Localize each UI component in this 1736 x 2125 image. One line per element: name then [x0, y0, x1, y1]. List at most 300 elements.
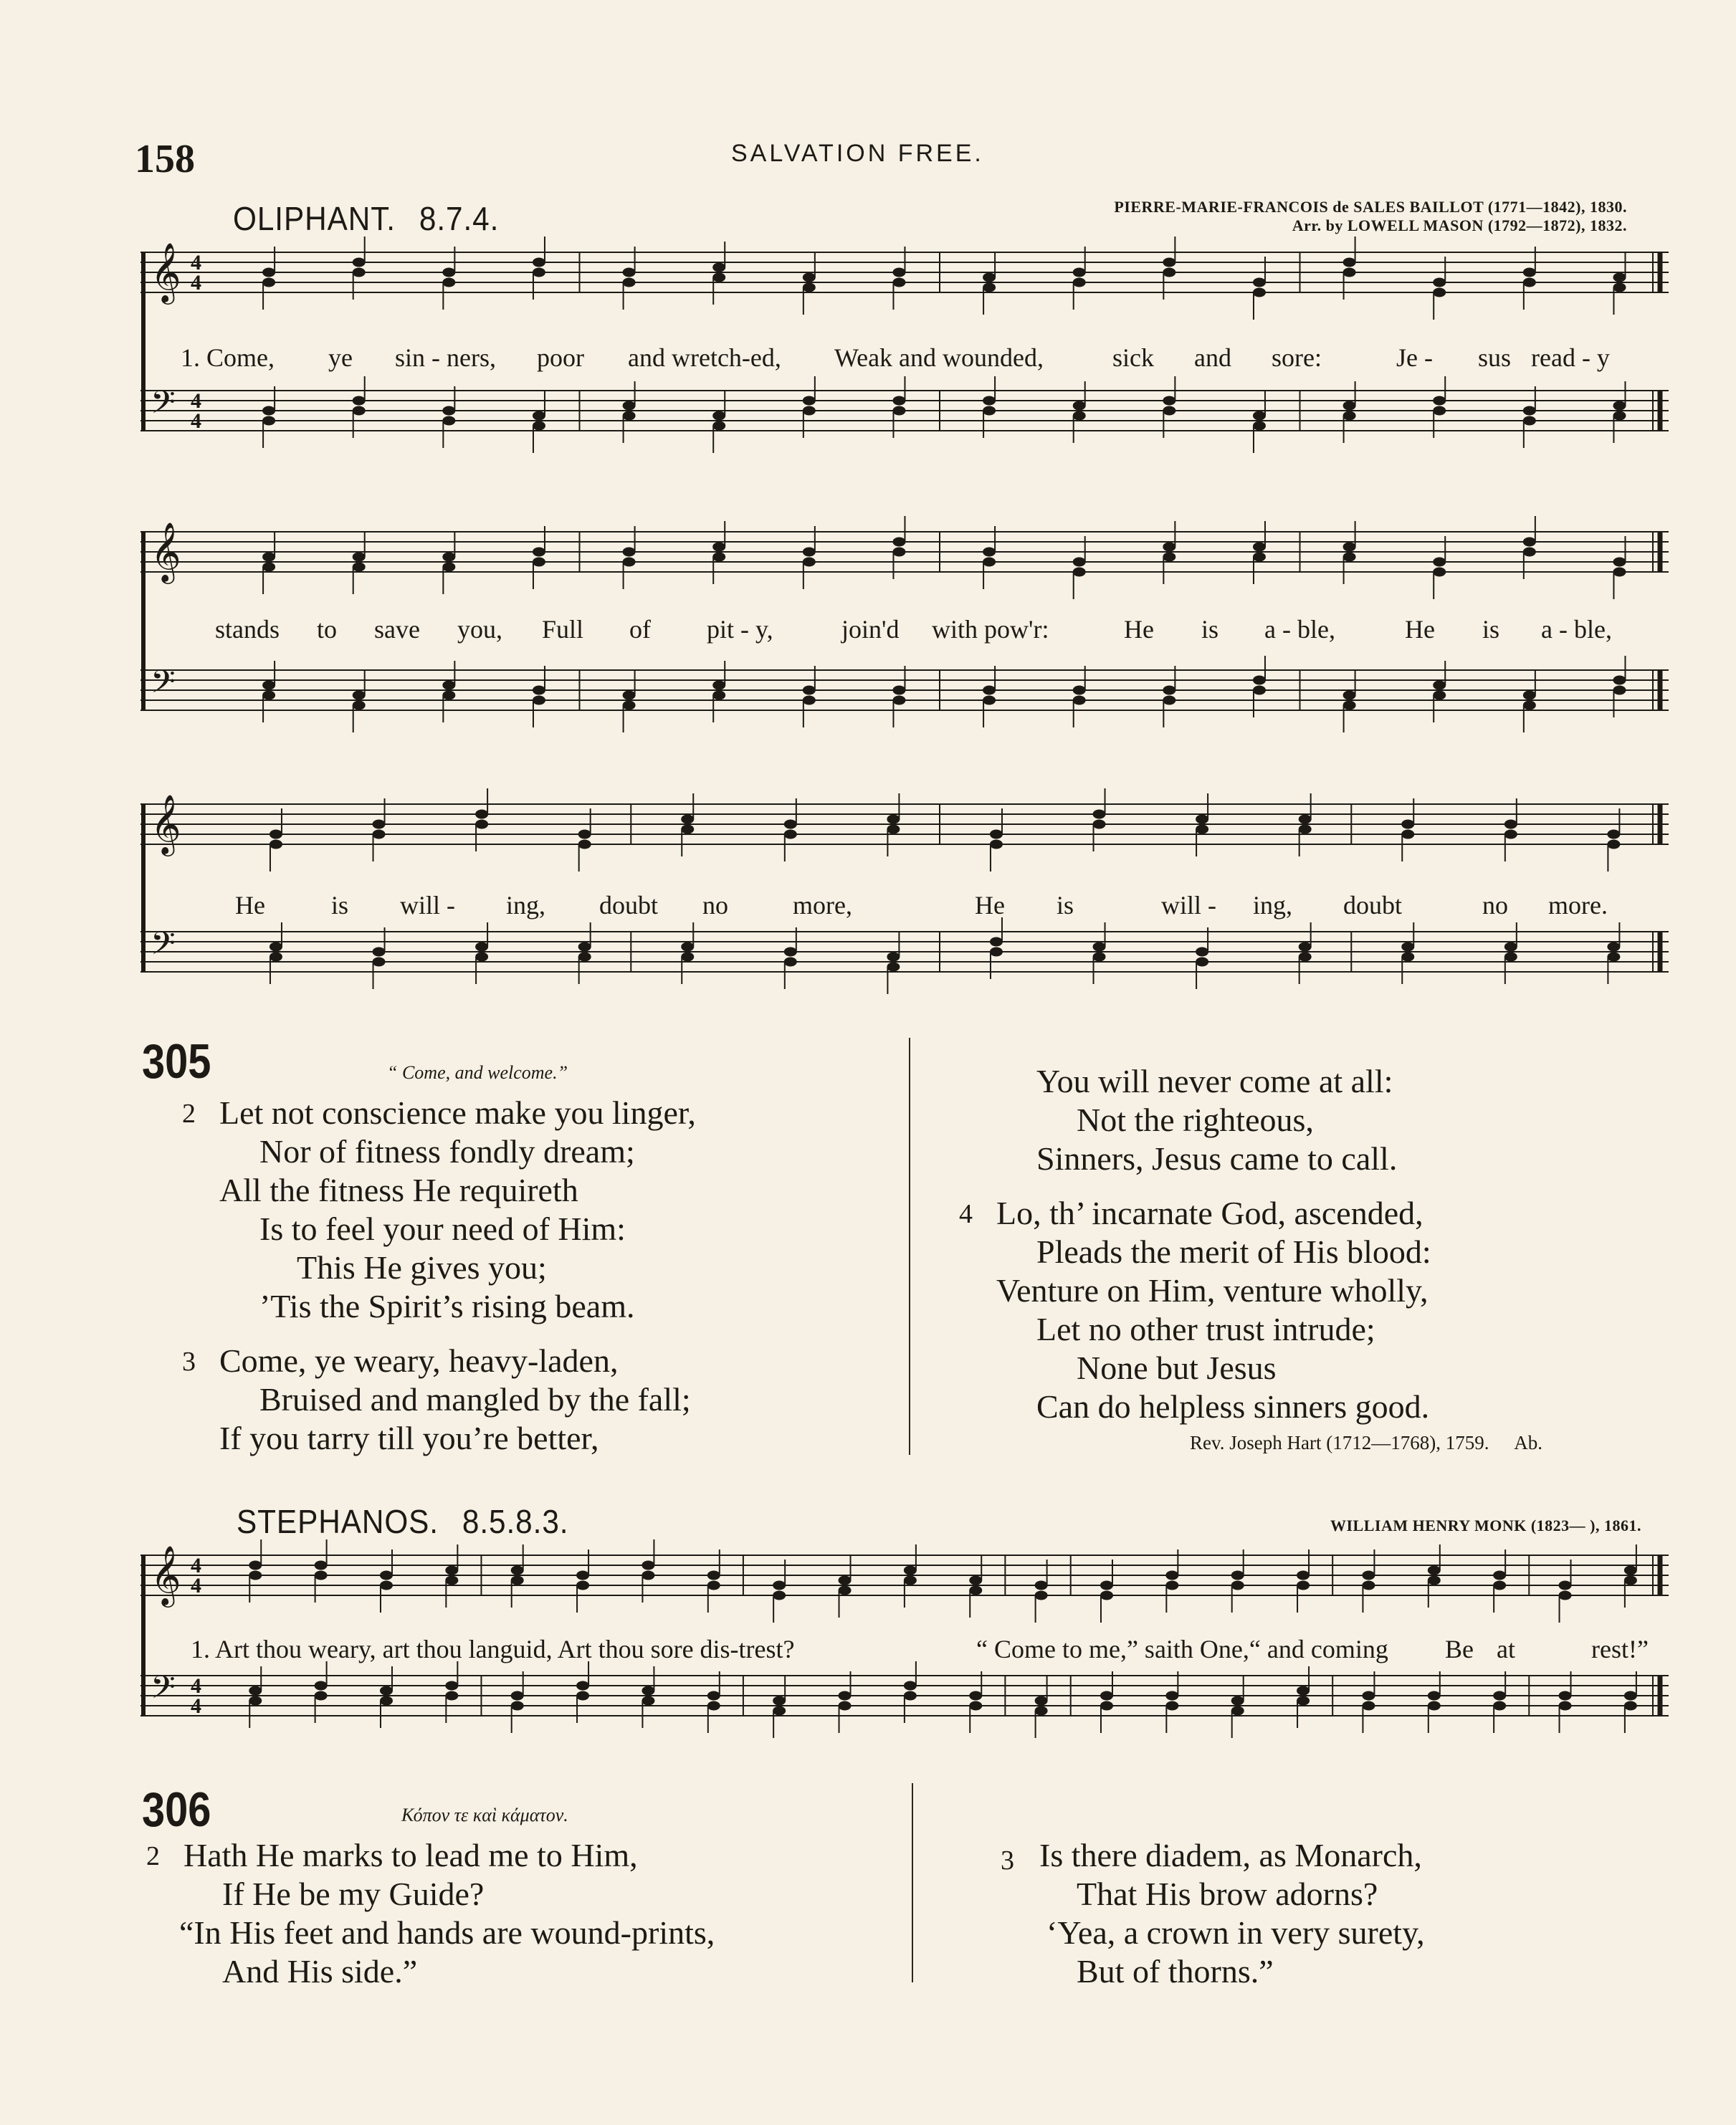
time-signature: 4: [191, 251, 201, 274]
note-head: [1100, 1701, 1113, 1711]
note-head: [578, 840, 591, 849]
tune1-credit: [1114, 198, 1627, 235]
note-head: [983, 548, 996, 557]
note-head: [803, 558, 816, 567]
time-signature: 4: [191, 389, 201, 413]
note-head: [511, 1701, 524, 1711]
verse-line: Sinners, Jesus came to call.: [1036, 1140, 1398, 1177]
note-head: [1253, 278, 1266, 287]
note-head: [1253, 288, 1266, 297]
note-head: [1433, 691, 1446, 700]
note-head: [1299, 815, 1312, 824]
verse-number: 3: [182, 1347, 196, 1377]
tune-name: STEPHANOS.: [237, 1503, 439, 1540]
verse-line: You will never come at all:: [1036, 1063, 1393, 1099]
note-head: [1253, 421, 1266, 431]
note-head: [353, 268, 366, 277]
tune-meter: 8.5.8.3.: [462, 1503, 569, 1540]
note-head: [712, 421, 725, 431]
verse-line: “In His feet and hands are wound-prints,: [179, 1914, 715, 1951]
note-head: [1559, 1691, 1572, 1701]
note-head: [315, 1571, 328, 1580]
note-head: [1343, 691, 1356, 700]
verse-line: All the fitness He requireth: [219, 1172, 578, 1208]
lyric-syllable: Je -: [1396, 343, 1433, 372]
lyric-line-3: [140, 890, 1669, 922]
verse-line: That His brow adorns?: [1077, 1876, 1378, 1912]
note-head: [1093, 942, 1106, 952]
note-head: [1401, 942, 1414, 952]
lyric-syllable: sore:: [1272, 343, 1322, 372]
tune-name: OLIPHANT.: [233, 200, 396, 237]
note-head: [270, 840, 282, 849]
note-head: [1613, 283, 1626, 292]
note-head: [1073, 411, 1086, 421]
lyric-syllable: read - y: [1531, 343, 1610, 372]
note-head: [353, 406, 366, 416]
lyric-syllable: sus: [1478, 343, 1512, 372]
note-head: [1253, 553, 1266, 562]
note-head: [1231, 1706, 1244, 1716]
note-head: [1343, 268, 1356, 277]
lyric-syllable: 1. Come,: [181, 343, 275, 372]
note-head: [1428, 1691, 1441, 1701]
note-head: [1607, 942, 1620, 952]
arranger-credit: Arr. by LOWELL MASON (1792—1872), 1832.: [1292, 216, 1627, 234]
note-head: [475, 952, 488, 962]
note-head: [892, 278, 905, 287]
note-head: [1073, 558, 1086, 567]
lyric-syllable: save: [374, 615, 420, 644]
note-head: [983, 558, 996, 567]
note-head: [1433, 396, 1446, 406]
lyric-syllable: join'd: [841, 615, 900, 644]
lyric-syllable: is: [1057, 891, 1074, 920]
lyric-syllable: a - ble,: [1541, 615, 1612, 644]
note-head: [1163, 543, 1175, 552]
note-head: [353, 563, 366, 572]
tune-name-oliphant: [233, 199, 499, 238]
note-head: [380, 1581, 393, 1590]
note-head: [1165, 1691, 1178, 1701]
note-head: [249, 1561, 262, 1570]
note-head: [712, 273, 725, 282]
note-head: [1493, 1691, 1506, 1701]
verse-line: But of thorns.”: [1077, 1953, 1274, 1990]
lyric-syllable: He: [1405, 615, 1435, 644]
note-head: [1093, 810, 1106, 819]
lyric-line-2: [140, 614, 1669, 646]
note-head: [442, 278, 455, 287]
treble-clef: 𝄞: [151, 521, 181, 581]
column-divider: [909, 1038, 910, 1455]
hymn-number: 305: [142, 1034, 211, 1089]
note-head: [353, 701, 366, 710]
note-head: [1433, 681, 1446, 690]
note-head: [803, 406, 816, 416]
note-head: [1297, 1686, 1310, 1696]
lyric-syllable: you,: [457, 615, 502, 644]
note-head: [576, 1571, 589, 1580]
lyric-syllable: stands: [215, 615, 280, 644]
note-head: [442, 681, 455, 690]
note-head: [1073, 568, 1086, 577]
note-head: [262, 278, 275, 287]
lyric-syllable: and: [1194, 343, 1231, 372]
note-head: [475, 942, 488, 952]
note-head: [1433, 558, 1446, 567]
note-head: [839, 1701, 852, 1711]
note-head: [623, 548, 636, 557]
note-head: [576, 1681, 589, 1691]
note-head: [1297, 1581, 1310, 1590]
note-head: [1523, 406, 1536, 416]
hymn-subtitle: “ Come, and welcome.”: [387, 1062, 568, 1083]
verse-line: Nor of fitness fondly dream;: [259, 1133, 635, 1170]
note-head: [1523, 548, 1536, 557]
note-head: [707, 1691, 720, 1701]
note-head: [1433, 406, 1446, 416]
note-head: [1493, 1581, 1506, 1590]
note-head: [249, 1686, 262, 1696]
note-head: [892, 268, 905, 277]
note-head: [373, 820, 386, 829]
note-head: [712, 691, 725, 700]
author: Rev. Joseph Hart (1712—1768), 1759.: [1190, 1432, 1489, 1453]
note-head: [1523, 268, 1536, 277]
lyric-syllable: no: [702, 891, 728, 920]
note-head: [1035, 1696, 1048, 1706]
note-head: [904, 1566, 917, 1575]
verse-line: Is there diadem, as Monarch,: [1039, 1837, 1422, 1873]
note-head: [1196, 815, 1208, 824]
time-signature: 4: [191, 1554, 201, 1577]
note-head: [1165, 1701, 1178, 1711]
note-head: [1196, 958, 1208, 967]
note-head: [1613, 273, 1626, 282]
note-head: [1613, 411, 1626, 421]
lyric-syllable: ye: [328, 343, 353, 372]
lyric-syllable: more,: [793, 891, 852, 920]
note-head: [1493, 1571, 1506, 1580]
verse-number: 3: [1001, 1845, 1014, 1876]
note-head: [773, 1706, 786, 1716]
tune-meter: 8.7.4.: [419, 200, 500, 237]
note-head: [803, 283, 816, 292]
note-head: [1523, 691, 1536, 700]
note-head: [1362, 1571, 1375, 1580]
note-head: [803, 696, 816, 705]
note-head: [904, 1681, 917, 1691]
note-head: [1607, 840, 1620, 849]
note-head: [353, 396, 366, 406]
verse-line: Not the righteous,: [1077, 1102, 1314, 1138]
note-head: [1073, 278, 1086, 287]
note-head: [380, 1686, 393, 1696]
note-head: [1613, 401, 1626, 411]
note-head: [442, 691, 455, 700]
time-signature: 4: [191, 1574, 201, 1598]
note-head: [1196, 825, 1208, 834]
note-head: [773, 1696, 786, 1706]
lyric-syllable: ing,: [1253, 891, 1293, 920]
note-head: [380, 1571, 393, 1580]
bass-clef: 𝄢: [151, 925, 176, 970]
lyric-syllable: ing,: [506, 891, 546, 920]
note-head: [578, 942, 591, 952]
note-head: [707, 1571, 720, 1580]
note-head: [1253, 676, 1266, 685]
treble-clef: 𝄞: [151, 1544, 181, 1605]
lyric-syllable: “ Come to me,” saith One,“ and coming: [976, 1635, 1388, 1663]
note-head: [1504, 820, 1517, 829]
note-head: [1165, 1581, 1178, 1590]
composer-credit: PIERRE-MARIE-FRANCOIS de SALES BAILLOT (1771—1842), 1830.: [1114, 198, 1627, 216]
note-head: [1559, 1581, 1572, 1590]
verse-number: 2: [146, 1841, 160, 1871]
note-head: [1428, 1576, 1441, 1585]
note-head: [1231, 1581, 1244, 1590]
time-signature: 4: [191, 1694, 201, 1718]
note-head: [839, 1576, 852, 1585]
note-head: [442, 406, 455, 416]
note-head: [576, 1581, 589, 1590]
note-head: [315, 1691, 328, 1701]
note-head: [445, 1576, 458, 1585]
note-head: [904, 1691, 917, 1701]
treble-clef: 𝄞: [151, 242, 181, 302]
note-head: [1231, 1696, 1244, 1706]
note-head: [773, 1591, 786, 1600]
note-head: [1523, 278, 1536, 287]
verse-line: Bruised and mangled by the fall;: [259, 1381, 691, 1418]
note-head: [533, 411, 545, 421]
note-head: [315, 1681, 328, 1691]
note-head: [642, 1571, 654, 1580]
note-head: [1613, 558, 1626, 567]
note-head: [1163, 268, 1175, 277]
note-head: [1253, 411, 1266, 421]
note-head: [784, 947, 797, 957]
lyric-syllable: doubt: [599, 891, 659, 920]
note-head: [642, 1686, 654, 1696]
note-head: [373, 830, 386, 839]
note-head: [969, 1586, 982, 1595]
note-head: [803, 396, 816, 406]
note-head: [1343, 553, 1356, 562]
note-head: [1607, 952, 1620, 962]
note-head: [1624, 1576, 1637, 1585]
note-head: [623, 411, 636, 421]
note-head: [1624, 1566, 1637, 1575]
note-head: [1163, 258, 1175, 267]
note-head: [262, 691, 275, 700]
lyric-syllable: 1. Art thou weary, art thou languid, Art thou sore dis-trest?: [191, 1635, 795, 1663]
note-head: [1624, 1691, 1637, 1701]
note-head: [1362, 1691, 1375, 1701]
verse-line: And His side.”: [222, 1953, 418, 1990]
note-head: [712, 263, 725, 272]
note-head: [1231, 1571, 1244, 1580]
note-head: [511, 1566, 524, 1575]
lyric-syllable: He: [235, 891, 265, 920]
note-head: [1297, 1571, 1310, 1580]
verse-line: Come, ye weary, heavy-laden,: [219, 1342, 619, 1379]
lyric-syllable: rest!”: [1591, 1635, 1649, 1663]
note-head: [442, 553, 455, 562]
lyric-syllable: is: [331, 891, 349, 920]
note-head: [315, 1561, 328, 1570]
author-attribution: [1190, 1432, 1542, 1454]
note-head: [983, 283, 996, 292]
note-head: [578, 830, 591, 839]
column-divider: [912, 1783, 913, 1982]
lyric-syllable: more.: [1548, 891, 1608, 920]
lyric-syllable: at: [1497, 1635, 1515, 1663]
lyric-syllable: is: [1482, 615, 1500, 644]
note-head: [1428, 1701, 1441, 1711]
note-head: [1613, 686, 1626, 695]
note-head: [990, 937, 1003, 947]
verse-number: 2: [182, 1099, 196, 1129]
note-head: [1559, 1591, 1572, 1600]
note-head: [373, 947, 386, 957]
note-head: [249, 1571, 262, 1580]
note-head: [983, 396, 996, 406]
note-head: [1299, 825, 1312, 834]
verse-line: ‘Yea, a crown in very surety,: [1046, 1914, 1425, 1951]
hymn-subtitle: Κόπον τε καὶ κάματον.: [401, 1805, 568, 1825]
note-head: [1401, 820, 1414, 829]
note-head: [1343, 258, 1356, 267]
note-head: [681, 952, 694, 962]
note-head: [1433, 568, 1446, 577]
verse-line: ’Tis the Spirit’s rising beam.: [259, 1288, 635, 1324]
note-head: [969, 1701, 982, 1711]
note-head: [270, 830, 282, 839]
note-head: [623, 701, 636, 710]
lyric-syllable: to: [317, 615, 338, 644]
note-head: [1073, 696, 1086, 705]
note-head: [990, 840, 1003, 849]
note-head: [712, 411, 725, 421]
note-head: [1073, 686, 1086, 695]
note-head: [1100, 1591, 1113, 1600]
note-head: [1428, 1566, 1441, 1575]
note-head: [1504, 830, 1517, 839]
note-head: [1401, 952, 1414, 962]
note-head: [380, 1696, 393, 1706]
note-head: [681, 825, 694, 834]
verse-line: Let not conscience make you linger,: [219, 1094, 696, 1131]
lyric-syllable: doubt: [1343, 891, 1403, 920]
verse-line: Pleads the merit of His blood:: [1036, 1233, 1431, 1270]
note-head: [1035, 1581, 1048, 1590]
note-head: [1073, 401, 1086, 411]
note-head: [784, 958, 797, 967]
page-number: 158: [135, 137, 195, 181]
note-head: [839, 1586, 852, 1595]
note-head: [1343, 411, 1356, 421]
note-head: [1253, 686, 1266, 695]
note-head: [712, 543, 725, 552]
note-head: [892, 696, 905, 705]
lyric-syllable: He: [975, 891, 1005, 920]
note-head: [533, 268, 545, 277]
time-signature: 4: [191, 271, 201, 295]
note-head: [983, 406, 996, 416]
note-head: [1035, 1706, 1048, 1716]
lyric-syllable: sick: [1112, 343, 1154, 372]
note-head: [623, 691, 636, 700]
note-head: [1504, 942, 1517, 952]
note-head: [270, 942, 282, 952]
lyric-syllable: will -: [1161, 891, 1216, 920]
note-head: [623, 401, 636, 411]
verse-line: None but Jesus: [1077, 1350, 1277, 1386]
note-head: [475, 810, 488, 819]
note-head: [887, 963, 900, 972]
note-head: [1073, 268, 1086, 277]
verse-line: This He gives you;: [297, 1249, 547, 1286]
note-head: [442, 563, 455, 572]
note-head: [1362, 1701, 1375, 1711]
hymn-number: 306: [142, 1782, 211, 1837]
note-head: [1163, 396, 1175, 406]
note-head: [1196, 947, 1208, 957]
note-head: [803, 548, 816, 557]
verse-line: Let no other trust intrude;: [1036, 1311, 1375, 1347]
note-head: [1163, 553, 1175, 562]
note-head: [442, 416, 455, 426]
note-head: [1613, 568, 1626, 577]
note-head: [784, 830, 797, 839]
note-head: [712, 681, 725, 690]
note-head: [445, 1566, 458, 1575]
time-signature: 4: [191, 409, 201, 433]
note-head: [642, 1696, 654, 1706]
bass-clef: 𝄢: [151, 1668, 176, 1714]
note-head: [262, 416, 275, 426]
note-head: [1093, 820, 1106, 829]
treble-clef: 𝄞: [151, 793, 181, 854]
note-head: [1093, 952, 1106, 962]
note-head: [353, 691, 366, 700]
note-head: [1343, 701, 1356, 710]
verse-line: Venture on Him, venture wholly,: [996, 1272, 1429, 1309]
lyric-syllable: with pow'r:: [932, 615, 1049, 644]
lyric-syllable: is: [1201, 615, 1219, 644]
verse-line: If you tarry till you’re better,: [219, 1420, 599, 1456]
note-head: [262, 553, 275, 562]
note-head: [1165, 1571, 1178, 1580]
note-head: [623, 268, 636, 277]
note-head: [887, 952, 900, 962]
note-head: [578, 952, 591, 962]
note-head: [1433, 278, 1446, 287]
note-head: [681, 942, 694, 952]
note-head: [983, 696, 996, 705]
note-head: [1559, 1701, 1572, 1711]
note-head: [803, 273, 816, 282]
note-head: [262, 681, 275, 690]
note-head: [642, 1561, 654, 1570]
note-head: [1163, 406, 1175, 416]
note-head: [990, 947, 1003, 957]
note-head: [511, 1691, 524, 1701]
note-head: [1493, 1701, 1506, 1711]
note-head: [533, 258, 545, 267]
